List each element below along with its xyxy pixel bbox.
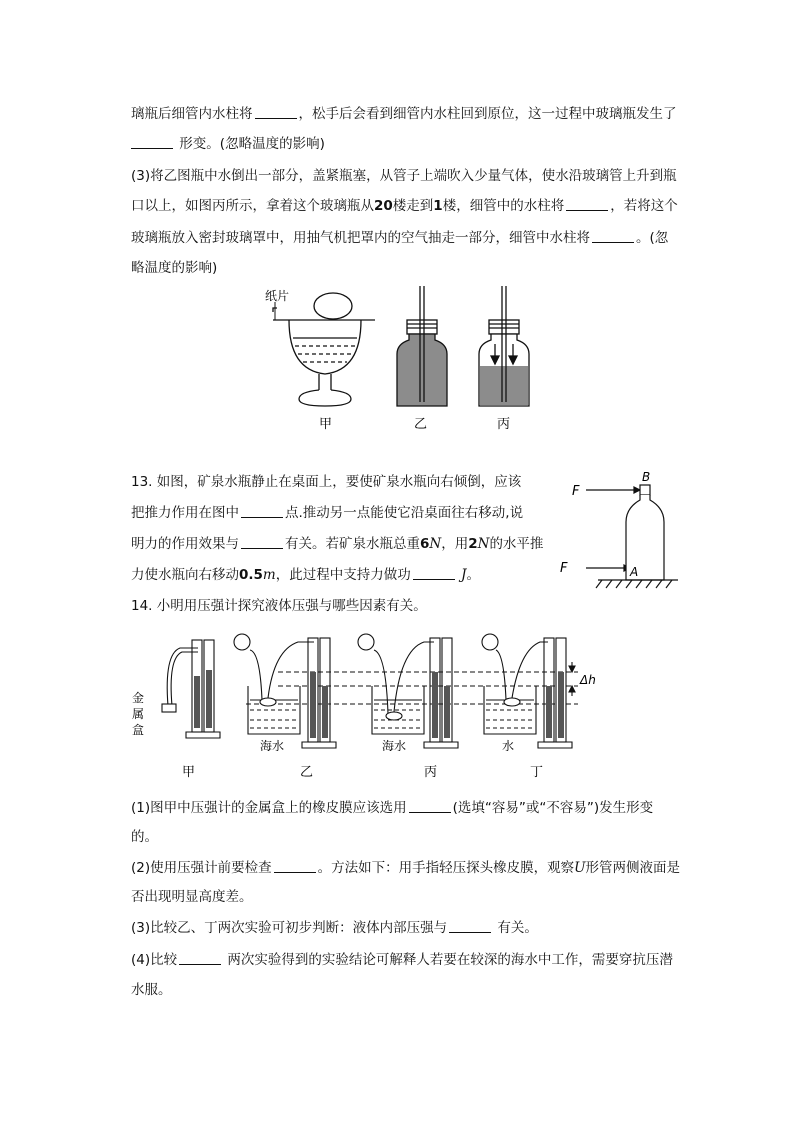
figure-label-jia: 甲 [319, 417, 333, 432]
q14-s4-line-2: 水服。 [131, 982, 172, 998]
cup-with-egg-diagram [273, 293, 375, 406]
answer-blank[interactable] [131, 134, 173, 149]
answer-blank[interactable] [274, 858, 316, 873]
liquid-label-ding: 水 [502, 739, 515, 753]
q14-s3-line [131, 918, 538, 938]
text: 明力的作用效果与 [131, 536, 239, 552]
text: (1)图甲中压强计的金属盒上的橡皮膜应该选用 [131, 800, 407, 816]
metal-box-label-1: 金 [132, 691, 145, 705]
q12-line-3: (3)将乙图瓶中水倒出一部分，盖紧瓶塞，从管子上端吹入少量气体，使水沿玻璃管上升到瓶 [131, 168, 677, 184]
metal-box-label-3: 盒 [132, 723, 145, 737]
q14-s4-line-1 [131, 950, 673, 970]
answer-blank[interactable] [241, 503, 283, 518]
text: 。方法如下：用手指轻压探头橡皮膜，观察 [317, 860, 575, 876]
delta-h-label: Δh [580, 673, 596, 687]
text: 两次实验得到的实验结论可解释人若要在较深的海水中工作，需要穿抗压潜 [227, 952, 673, 968]
u-symbol: U [574, 860, 586, 876]
figure-label-yi: 乙 [300, 765, 314, 780]
text: (4)比较 [131, 952, 178, 968]
q12-line-5 [131, 228, 668, 248]
text: 楼，细管中的水柱将 [442, 198, 565, 214]
text: 形变。(忽略温度的影响) [179, 136, 325, 152]
answer-blank[interactable] [179, 950, 221, 965]
text: 有关。 [497, 920, 538, 936]
liquid-label-bing: 海水 [382, 739, 407, 753]
text: 璃瓶后细管内水柱将 [131, 106, 253, 122]
figure-label-yi: 乙 [414, 417, 428, 432]
answer-blank[interactable] [241, 534, 283, 549]
q13-line-1: 13. 如图，矿泉水瓶静止在桌面上，要使矿泉水瓶向右倾倒，应该 [131, 474, 522, 490]
text: 楼走到 [392, 198, 434, 214]
q13-line-4 [131, 565, 480, 585]
text: 。(忽 [636, 230, 669, 246]
q14-pressure-gauge-figure [128, 624, 610, 782]
q12-figure [255, 282, 555, 432]
figure-label-bing: 丙 [424, 765, 438, 780]
answer-blank[interactable] [413, 565, 455, 580]
q12-line-1 [131, 104, 677, 124]
text: 的水平推 [489, 536, 544, 552]
text: 点.推动另一点能使它沿桌面往右移动,说 [285, 505, 524, 521]
text: (3)比较乙、丁两次实验可初步判断：液体内部压强与 [131, 920, 448, 936]
text: 力使水瓶向右移动 [131, 567, 239, 583]
point-label-a: A [630, 565, 639, 579]
bottle-half-filled-diagram [479, 286, 529, 406]
text: ，松手后会看到细管内水柱回到原位，这一过程中玻璃瓶发生了 [298, 106, 677, 122]
text: 把推力作用在图中 [131, 505, 239, 521]
weight-value: 6 [420, 536, 430, 552]
answer-blank[interactable] [409, 798, 451, 813]
number: 1 [433, 198, 443, 214]
bottle-with-tube-diagram [397, 286, 447, 406]
distance-value: 0.5 [239, 567, 263, 583]
q14-s2-line-2: 否出现明显高度差。 [131, 889, 253, 905]
unit: N [477, 536, 490, 552]
paper-label: 纸片 [265, 289, 290, 303]
text: ，此过程中支持力做功 [275, 567, 411, 583]
answer-blank[interactable] [255, 104, 297, 119]
answer-blank[interactable] [449, 918, 491, 933]
q12-line-2 [131, 134, 325, 154]
answer-blank[interactable] [566, 196, 608, 211]
q14-s1-line-1 [131, 798, 653, 818]
text: 。 [466, 567, 480, 583]
figure-label-bing: 丙 [497, 417, 511, 432]
unit: N [429, 536, 442, 552]
text: 口以上，如图丙所示，拿着这个玻璃瓶从 [131, 198, 374, 214]
text: ，若将这个 [610, 198, 678, 214]
answer-blank[interactable] [592, 228, 634, 243]
number: 20 [374, 198, 393, 214]
figure-label-ding: 丁 [530, 765, 544, 780]
text: ，用 [441, 536, 469, 552]
figure-label-jia: 甲 [182, 765, 196, 780]
force-label-top: F [572, 484, 580, 499]
q13-line-3 [131, 534, 543, 554]
unit: J [461, 567, 467, 583]
unit: m [262, 567, 276, 583]
q12-line-4 [131, 196, 678, 216]
text: 形管两侧液面是 [585, 860, 681, 876]
force-value: 2 [468, 536, 478, 552]
q12-line-6: 略温度的影响) [131, 260, 218, 276]
q13-line-2 [131, 503, 523, 523]
q14-s1-line-2: 的。 [131, 829, 158, 845]
text: 有关。若矿泉水瓶总重 [285, 536, 420, 552]
force-label-bottom: F [560, 561, 568, 576]
q14-s2-line-1 [131, 858, 680, 878]
q13-bottle-figure [560, 468, 680, 596]
point-label-b: B [642, 470, 651, 484]
metal-box-label-2: 属 [132, 707, 145, 721]
liquid-label-yi: 海水 [260, 739, 285, 753]
q14-line-1: 14. 小明用压强计探究液体压强与哪些因素有关。 [131, 598, 427, 614]
text: 玻璃瓶放入密封玻璃罩中，用抽气机把罩内的空气抽走一部分，细管中水柱将 [131, 230, 590, 246]
text: (2)使用压强计前要检查 [131, 860, 272, 876]
text: (选填“容易”或“不容易”)发生形变 [452, 800, 654, 816]
